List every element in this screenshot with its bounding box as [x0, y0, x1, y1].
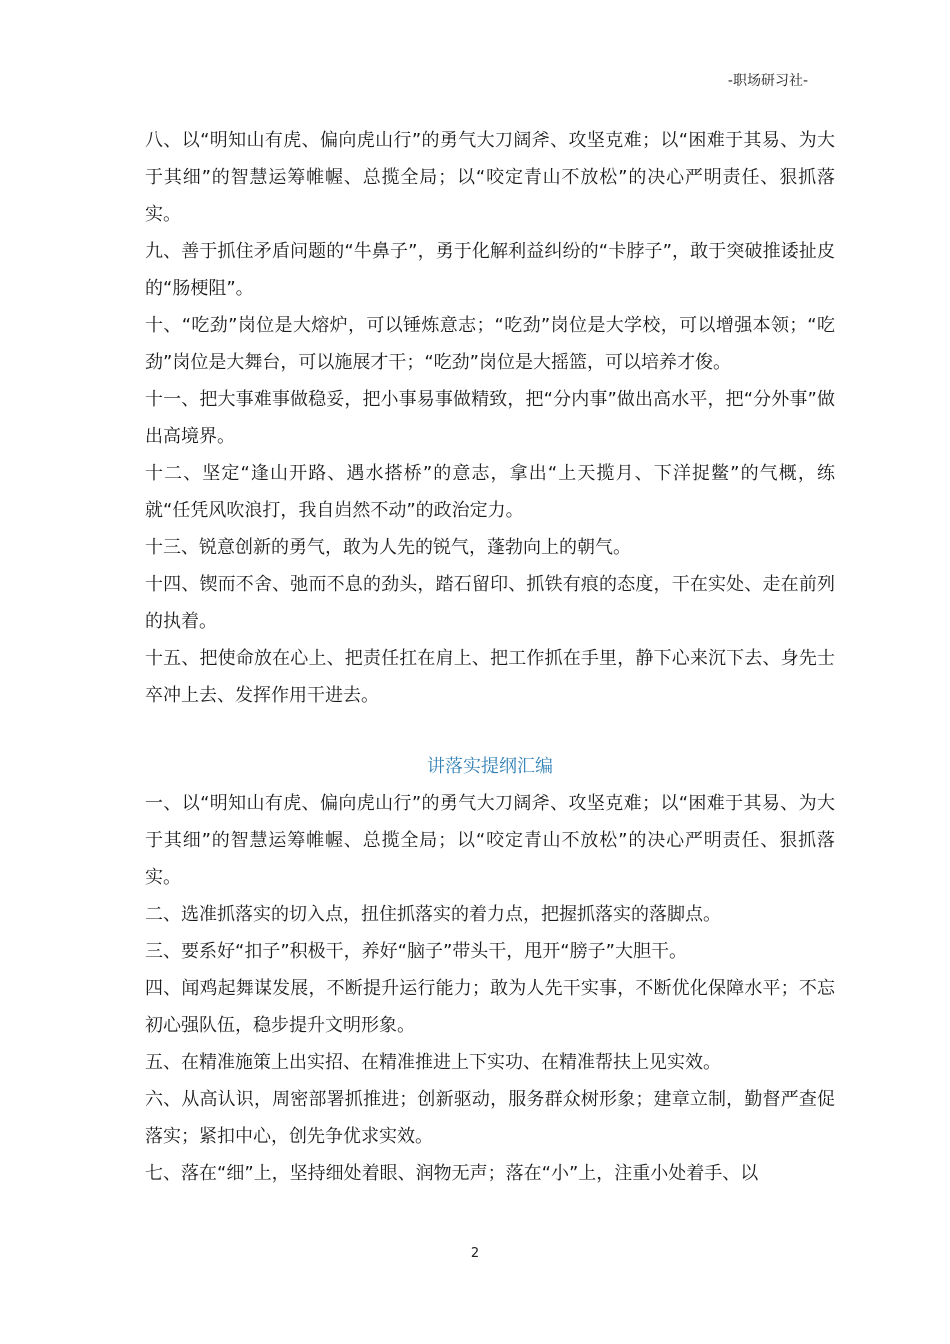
- page-number: 2: [470, 1246, 480, 1261]
- paragraph-14: 十四、锲而不舍、弛而不息的劲头，踏石留印、抓铁有痕的态度，干在实处、走在前列的执着。: [145, 574, 835, 632]
- paragraph-12: 十二、坚定“逢山开路、遇水搭桥”的意志，拿出“上天揽月、下洋捉鳖”的气概，练就“任凭风吹浪打，我自岿然不动”的政治定力。: [145, 463, 835, 521]
- paragraph-9: 九、善于抓住矛盾问题的“牛鼻子”，勇于化解利益纠纷的“卡脖子”，敢于突破推诿扯皮的“肠梗阻”。: [145, 241, 835, 299]
- outline-item-7: 七、落在“细”上，坚持细处着眼、润物无声；落在“小”上，注重小处着手、以: [145, 1163, 759, 1184]
- paragraph-11: 十一、把大事难事做稳妥，把小事易事做精致，把“分内事”做出高水平，把“分外事”做出高境界。: [145, 389, 835, 447]
- section-title: 讲落实提纲汇编: [427, 756, 553, 777]
- outline-item-2: 二、选准抓落实的切入点，扭住抓落实的着力点，把握抓落实的落脚点。: [145, 904, 721, 925]
- outline-item-6: 六、从高认识，周密部署抓推进；创新驱动，服务群众树形象；建章立制，勤督严查促落实；紧扣中心，创先争优求实效。: [145, 1089, 835, 1147]
- paragraph-10: 十、“吃劲”岗位是大熔炉，可以锤炼意志；“吃劲”岗位是大学校，可以增强本领；“吃劲”岗位是大舞台，可以施展才干；“吃劲”岗位是大摇篮，可以培养才俊。: [145, 315, 835, 373]
- page-header: -职场研习社-: [727, 73, 808, 89]
- outline-item-1: 一、以“明知山有虎、偏向虎山行”的勇气大刀阔斧、攻坚克难；以“困难于其易、为大于其细”的智慧运筹帷幄、总揽全局；以“咬定青山不放松”的决心严明责任、狠抓落实。: [145, 793, 835, 888]
- paragraph-13: 十三、锐意创新的勇气，敢为人先的锐气，蓬勃向上的朝气。: [145, 537, 631, 558]
- paragraph-15: 十五、把使命放在心上、把责任扛在肩上、把工作抓在手里，静下心来沉下去、身先士卒冲上去、发挥作用干进去。: [145, 648, 835, 706]
- outline-item-4: 四、闻鸡起舞谋发展，不断提升运行能力；敢为人先干实事，不断优化保障水平；不忘初心强队伍，稳步提升文明形象。: [145, 978, 835, 1036]
- paragraph-8: 八、以“明知山有虎、偏向虎山行”的勇气大刀阔斧、攻坚克难；以“困难于其易、为大于其细”的智慧运筹帷幄、总揽全局；以“咬定青山不放松”的决心严明责任、狠抓落实。: [145, 130, 835, 225]
- outline-item-5: 五、在精准施策上出实招、在精准推进上下实功、在精准帮扶上见实效。: [145, 1052, 721, 1073]
- outline-item-3: 三、要系好“扣子”积极干，养好“脑子”带头干，甩开“膀子”大胆干。: [145, 941, 687, 962]
- document-body: [145, 122, 835, 1192]
